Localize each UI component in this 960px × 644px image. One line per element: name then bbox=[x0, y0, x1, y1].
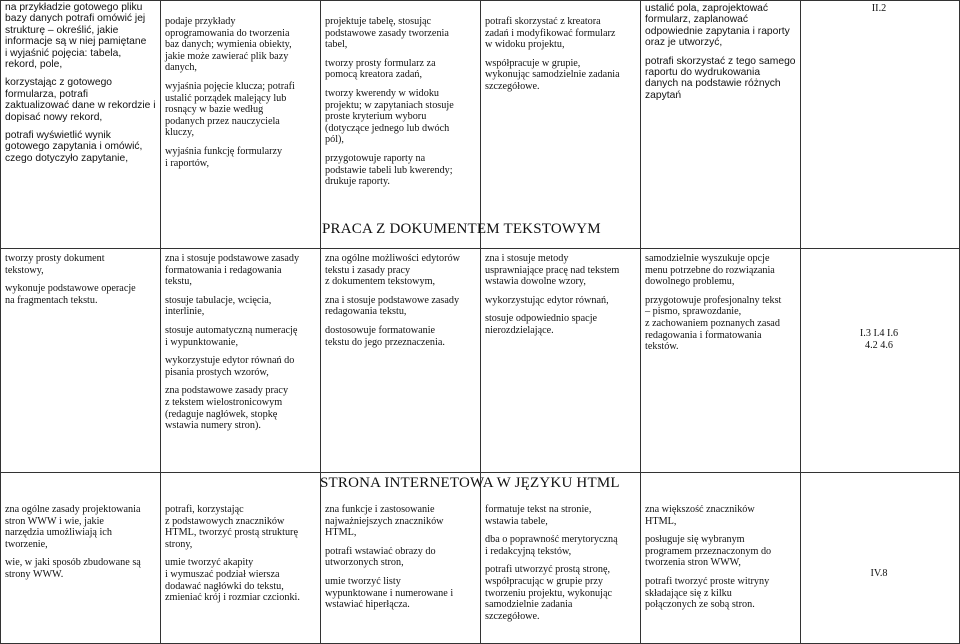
cell-text: współpracuje w grupie, wykonując samodzielnie zadania szczegółowe. bbox=[485, 57, 620, 92]
cell-text: zna większość znaczników HTML, bbox=[645, 504, 755, 527]
section-3-col-3 bbox=[321, 504, 479, 618]
cell-text: stosuje odpowiednio spacje nierozdzielające. bbox=[485, 313, 598, 336]
cell-text: ustalić pola, zaprojektować formularz, zaplanować odpowiednie zapytania i raporty oraz je utworzyć, bbox=[645, 3, 790, 49]
cell-text: wykonuje podstawowe operacje na fragmentach tekstu. bbox=[5, 283, 136, 306]
cell-text: stosuje tabulacje, wcięcia, interlinie, bbox=[165, 294, 272, 318]
row-divider bbox=[0, 248, 960, 249]
cell-text: potrafi utworzyć prostą stronę, współpracując w grupie przy tworzeniu projektu, wykonując samodzielnie zadania szczegółowe. bbox=[485, 564, 613, 622]
cell-text: zna podstawowe zasady pracy z tekstem wielostronicowym (redaguje nagłówek, stopkę wstawia numery stron). bbox=[165, 385, 289, 432]
cell-text: formatuje tekst na stronie, wstawia tabele, bbox=[485, 504, 592, 527]
cell-text: na przykładzie gotowego pliku bazy danych potrafi omówić jej strukturę – określić, jakie informacje są w niej pamiętane i wyjaśnić pojęcia: tabela, rekord, pole, bbox=[5, 2, 147, 71]
cell-text: potrafi tworzyć proste witryny składające się z kilku połączonych ze sobą stron. bbox=[645, 575, 770, 611]
section-heading-html: STRONA INTERNETOWA W JĘZYKU HTML bbox=[320, 475, 620, 491]
cell-text: umie tworzyć listy wypunktowane i numerowane i wstawiać hiperłącza. bbox=[325, 575, 454, 611]
row-divider bbox=[0, 0, 960, 1]
section-2-col-1 bbox=[1, 253, 159, 313]
section-2-col-5 bbox=[641, 253, 799, 360]
cell-text: stosuje automatyczną numerację i wypunktowanie, bbox=[165, 324, 298, 348]
section-1-col-5 bbox=[641, 3, 799, 108]
section-1-col-3 bbox=[321, 16, 479, 195]
cell-text: potrafi, korzystając z podstawowych znaczników HTML, tworzyć prostą strukturę strony, bbox=[165, 504, 298, 550]
cell-text: przygotowuje raporty na podstawie tabeli lub kwerendy; drukuje raporty. bbox=[325, 152, 453, 188]
section-2-col-3 bbox=[321, 253, 479, 355]
curriculum-code: II.2 bbox=[871, 3, 887, 14]
cell-text: zna i stosuje metody usprawniające pracę nad tekstem wstawia dowolne wzory, bbox=[485, 253, 620, 288]
section-2-col-2 bbox=[161, 253, 319, 439]
row-divider bbox=[0, 472, 960, 473]
cell-text: korzystając z gotowego formularza, potrafi zaktualizować dane w rekordzie i dopisać nowy rekord, bbox=[5, 77, 156, 123]
cell-text: samodzielnie wyszukuje opcje menu potrzebne do rozwiązania dowolnego problemu, bbox=[645, 253, 775, 288]
cell-text: tworzy kwerendy w widoku projektu; w zapytaniach stosuje proste kryterium wyboru (dotyczące jednego lub dwóch pól), bbox=[325, 87, 454, 146]
cell-text: zna ogólne zasady projektowania stron WWW i wie, jakie narzędzia umożliwiają ich tworzenie, bbox=[5, 504, 141, 550]
curriculum-code: IV.8 bbox=[870, 568, 888, 579]
section-1-col-4 bbox=[481, 16, 639, 100]
section-heading-text-document: PRACA Z DOKUMENTEM TEKSTOWYM bbox=[322, 221, 601, 237]
section-1-col-1 bbox=[1, 2, 159, 171]
section-3-col-5 bbox=[641, 504, 799, 618]
cell-text: tworzy prosty formularz za pomocą kreatora zadań, bbox=[325, 57, 436, 81]
cell-text: projektuje tabelę, stosując podstawowe zasady tworzenia tabel, bbox=[325, 16, 449, 51]
column-divider bbox=[800, 0, 801, 644]
cell-text: potrafi wstawiać obrazy do utworzonych stron, bbox=[325, 545, 436, 569]
cell-text: zna i stosuje podstawowe zasady formatowania i redagowania tekstu, bbox=[165, 253, 300, 288]
cell-text: potrafi skorzystać z tego samego raportu do wydrukowania danych na podstawie różnych zapytań bbox=[645, 55, 796, 101]
cell-text: dba o poprawność merytoryczną i redakcyjną tekstów, bbox=[485, 534, 618, 557]
section-3-col-4 bbox=[481, 504, 639, 629]
cell-text: wie, w jaki sposób zbudowane są strony WWW. bbox=[5, 557, 141, 580]
cell-text: wyjaśnia funkcję formularzy i raportów, bbox=[165, 145, 283, 169]
cell-text: umie tworzyć akapity i wymuszać podział wiersza dodawać nagłówki do tekstu, zmieniać krój i rozmiar czcionki. bbox=[165, 557, 300, 604]
cell-text: dostosowuje formatowanie tekstu do jego przeznaczenia. bbox=[325, 324, 445, 348]
cell-text: potrafi wyświetlić wynik gotowego zapytania i omówić, czego dotyczyło zapytanie, bbox=[5, 130, 143, 164]
cell-text: wykorzystuje edytor równań do pisania prostych wzorów, bbox=[165, 355, 295, 378]
section-1-col-2 bbox=[161, 16, 319, 176]
cell-text: posługuje się wybranym programem przeznaczonym do tworzenia stron WWW, bbox=[645, 534, 772, 569]
cell-text: podaje przykłady oprogramowania do tworzenia baz danych; wymienia obiekty, jakie może zawierać plik bazy danych, bbox=[165, 16, 292, 74]
cell-text: wykorzystując edytor równań, bbox=[485, 294, 609, 306]
cell-text: przygotowuje profesjonalny tekst – pismo, sprawozdanie, z zachowaniem poznanych zasad redagowania i formatowania tekstów. bbox=[645, 294, 782, 353]
cell-text: zna i stosuje podstawowe zasady redagowania tekstu, bbox=[325, 294, 460, 318]
curriculum-code: I.3 I.4 I.6 4.2 4.6 bbox=[859, 328, 899, 351]
section-3-col-2 bbox=[161, 504, 319, 611]
cell-text: zna funkcje i zastosowanie najważniejszych znaczników HTML, bbox=[325, 504, 444, 539]
section-3-col-1 bbox=[1, 504, 159, 588]
cell-text: tworzy prosty dokument tekstowy, bbox=[5, 253, 105, 276]
cell-text: zna ogólne możliwości edytorów tekstu i zasady pracy z dokumentem tekstowym, bbox=[325, 253, 460, 288]
cell-text: potrafi skorzystać z kreatora zadań i modyfikować formularz w widoku projektu, bbox=[485, 16, 616, 51]
section-2-col-4 bbox=[481, 253, 639, 344]
cell-text: wyjaśnia pojęcie klucza; potrafi ustalić porządek malejący lub rosnący w bazie według podanych przez nauczyciela kluczy, bbox=[165, 80, 295, 139]
